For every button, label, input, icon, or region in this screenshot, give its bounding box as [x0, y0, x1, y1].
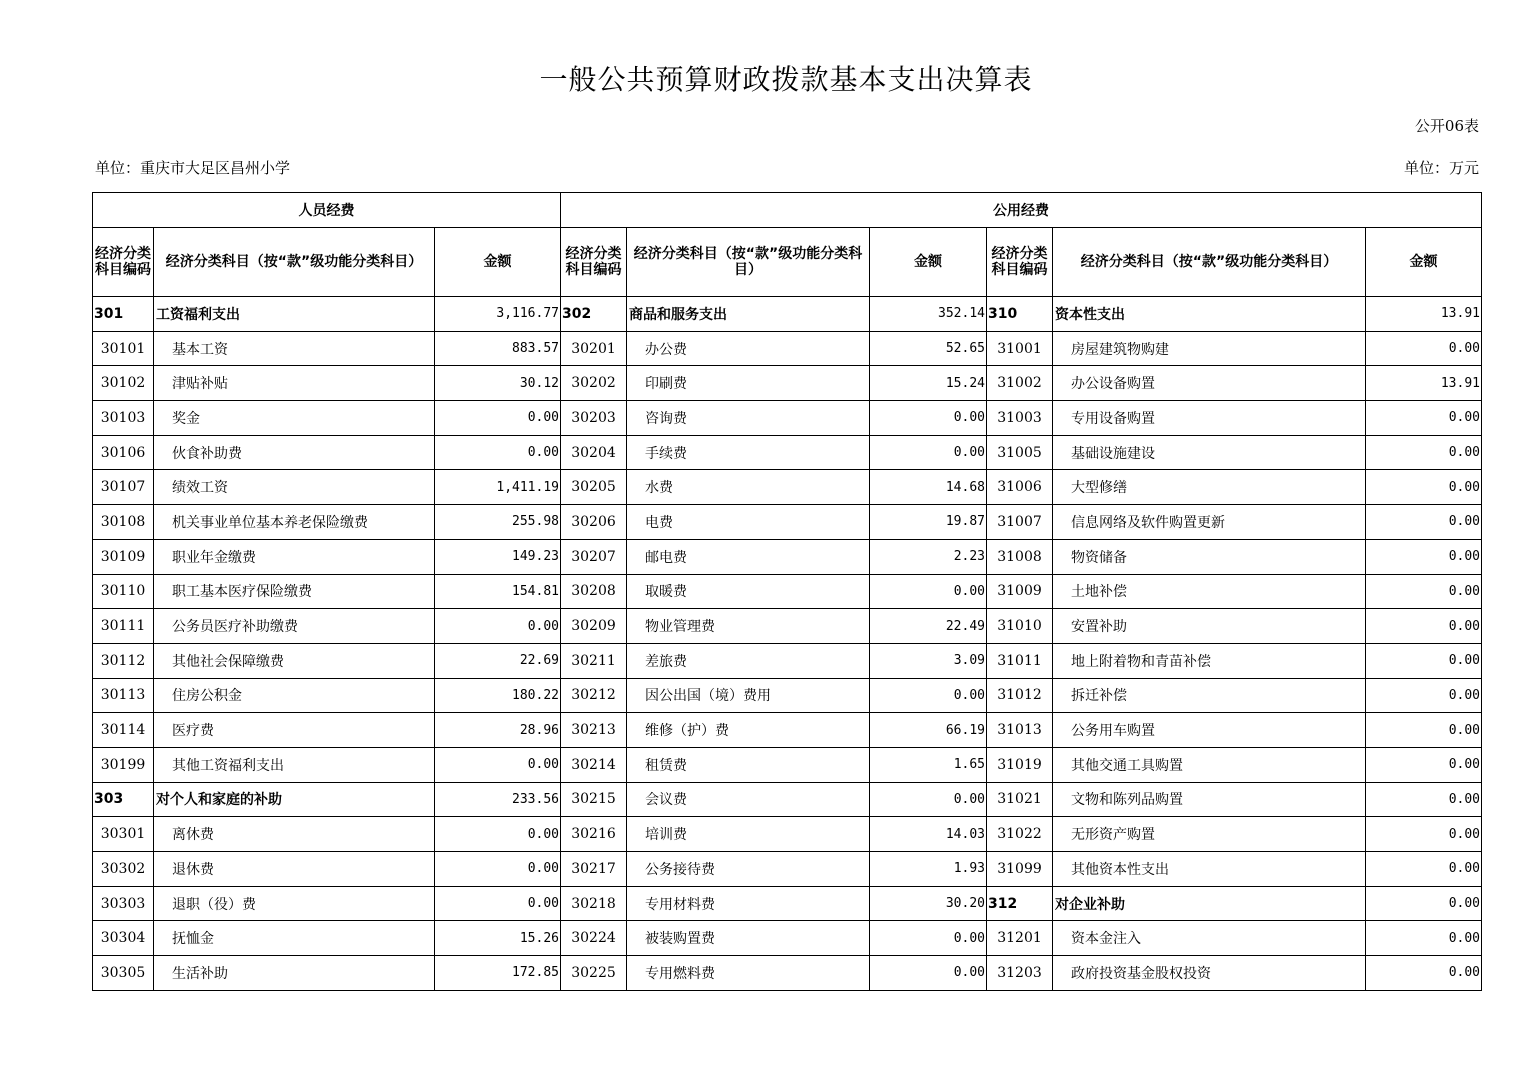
amount-value: 0.00	[1366, 643, 1482, 678]
category-code: 31001	[987, 331, 1053, 366]
category-name: 奖金	[154, 401, 435, 436]
category-code: 30301	[93, 817, 154, 852]
category-name: 离休费	[154, 817, 435, 852]
category-name: 机关事业单位基本养老保险缴费	[154, 505, 435, 540]
table-row	[93, 401, 1482, 436]
amount-value: 154.81	[435, 574, 561, 609]
amount-value: 0.00	[1366, 505, 1482, 540]
amount-value: 19.87	[870, 505, 987, 540]
category-code: 30302	[93, 852, 154, 887]
category-code: 30215	[561, 782, 627, 817]
category-code: 30107	[93, 470, 154, 505]
amount-value: 22.69	[435, 643, 561, 678]
category-code: 30208	[561, 574, 627, 609]
category-code: 31005	[987, 435, 1053, 470]
category-name: 其他工资福利支出	[154, 747, 435, 782]
column-header-amount: 金额	[435, 228, 561, 297]
table-row	[93, 747, 1482, 782]
category-name: 基础设施建设	[1053, 435, 1366, 470]
category-name: 其他社会保障缴费	[154, 643, 435, 678]
category-name: 专用燃料费	[627, 956, 870, 991]
category-name: 维修（护）费	[627, 713, 870, 748]
table-row	[93, 297, 1482, 332]
amount-value: 255.98	[435, 505, 561, 540]
category-code: 30206	[561, 505, 627, 540]
category-code: 31010	[987, 609, 1053, 644]
amount-value: 3.09	[870, 643, 987, 678]
table-row	[93, 852, 1482, 887]
category-code: 30205	[561, 470, 627, 505]
group-header-public: 公用经费	[561, 193, 1482, 228]
category-name: 退职（役）费	[154, 886, 435, 921]
amount-value: 0.00	[435, 886, 561, 921]
category-code: 30304	[93, 921, 154, 956]
category-code: 31019	[987, 747, 1053, 782]
category-name: 商品和服务支出	[627, 297, 870, 332]
category-name: 文物和陈列品购置	[1053, 782, 1366, 817]
category-name: 退休费	[154, 852, 435, 887]
amount-value: 0.00	[1366, 470, 1482, 505]
category-name: 取暖费	[627, 574, 870, 609]
category-name: 基本工资	[154, 331, 435, 366]
category-code: 31203	[987, 956, 1053, 991]
table-row	[93, 921, 1482, 956]
table-row	[93, 331, 1482, 366]
form-number: 公开06表	[1414, 117, 1479, 135]
category-name: 资本金注入	[1053, 921, 1366, 956]
amount-value: 0.00	[435, 435, 561, 470]
amount-value: 0.00	[1366, 435, 1482, 470]
category-name: 物业管理费	[627, 609, 870, 644]
amount-value: 30.20	[870, 886, 987, 921]
amount-value: 15.26	[435, 921, 561, 956]
category-code: 30101	[93, 331, 154, 366]
category-code: 310	[987, 297, 1053, 332]
amount-value: 180.22	[435, 678, 561, 713]
amount-value: 0.00	[870, 435, 987, 470]
category-code: 30203	[561, 401, 627, 436]
category-code: 31012	[987, 678, 1053, 713]
category-name: 其他资本性支出	[1053, 852, 1366, 887]
category-code: 30303	[93, 886, 154, 921]
category-code: 30212	[561, 678, 627, 713]
category-code: 31201	[987, 921, 1053, 956]
category-name: 办公费	[627, 331, 870, 366]
category-code: 30209	[561, 609, 627, 644]
amount-value: 0.00	[435, 747, 561, 782]
category-name: 对企业补助	[1053, 886, 1366, 921]
category-code: 31008	[987, 539, 1053, 574]
column-header-amount: 金额	[870, 228, 987, 297]
category-name: 抚恤金	[154, 921, 435, 956]
amount-value: 0.00	[1366, 956, 1482, 991]
amount-value: 0.00	[1366, 817, 1482, 852]
amount-value: 0.00	[1366, 331, 1482, 366]
category-name: 房屋建筑物购建	[1053, 331, 1366, 366]
amount-value: 15.24	[870, 366, 987, 401]
category-code: 30111	[93, 609, 154, 644]
category-code: 30211	[561, 643, 627, 678]
category-code: 31099	[987, 852, 1053, 887]
amount-value: 0.00	[870, 401, 987, 436]
amount-value: 0.00	[870, 921, 987, 956]
category-code: 30204	[561, 435, 627, 470]
category-name: 因公出国（境）费用	[627, 678, 870, 713]
category-name: 水费	[627, 470, 870, 505]
category-name: 拆迁补偿	[1053, 678, 1366, 713]
amount-value: 0.00	[870, 574, 987, 609]
category-name: 邮电费	[627, 539, 870, 574]
category-code: 31021	[987, 782, 1053, 817]
category-name: 租赁费	[627, 747, 870, 782]
unit-name: 单位：重庆市大足区昌州小学	[95, 159, 291, 177]
table-row	[93, 782, 1482, 817]
table-row	[93, 609, 1482, 644]
amount-value: 0.00	[435, 609, 561, 644]
amount-value: 883.57	[435, 331, 561, 366]
category-name: 差旅费	[627, 643, 870, 678]
column-header-code: 经济分类科目编码	[987, 228, 1053, 297]
category-code: 30217	[561, 852, 627, 887]
table-row	[93, 539, 1482, 574]
category-name: 工资福利支出	[154, 297, 435, 332]
category-code: 30218	[561, 886, 627, 921]
amount-value: 66.19	[870, 713, 987, 748]
category-name: 被装购置费	[627, 921, 870, 956]
category-name: 会议费	[627, 782, 870, 817]
category-name: 其他交通工具购置	[1053, 747, 1366, 782]
table-row	[93, 713, 1482, 748]
amount-value: 30.12	[435, 366, 561, 401]
amount-value: 0.00	[435, 852, 561, 887]
amount-value: 352.14	[870, 297, 987, 332]
category-name: 土地补偿	[1053, 574, 1366, 609]
category-code: 303	[93, 782, 154, 817]
table-row	[93, 435, 1482, 470]
table-row	[93, 366, 1482, 401]
category-code: 30103	[93, 401, 154, 436]
column-header-code: 经济分类科目编码	[93, 228, 154, 297]
amount-value: 0.00	[870, 678, 987, 713]
category-name: 住房公积金	[154, 678, 435, 713]
category-name: 电费	[627, 505, 870, 540]
category-code: 31011	[987, 643, 1053, 678]
amount-value: 0.00	[1366, 609, 1482, 644]
category-name: 安置补助	[1053, 609, 1366, 644]
category-code: 31003	[987, 401, 1053, 436]
amount-value: 0.00	[1366, 678, 1482, 713]
category-code: 301	[93, 297, 154, 332]
category-code: 30224	[561, 921, 627, 956]
table-row	[93, 817, 1482, 852]
category-name: 政府投资基金股权投资	[1053, 956, 1366, 991]
category-name: 手续费	[627, 435, 870, 470]
category-code: 31006	[987, 470, 1053, 505]
category-code: 30202	[561, 366, 627, 401]
category-code: 30305	[93, 956, 154, 991]
column-header-name: 经济分类科目（按“款”级功能分类科目）	[1053, 228, 1366, 297]
category-code: 30114	[93, 713, 154, 748]
category-name: 印刷费	[627, 366, 870, 401]
category-name: 无形资产购置	[1053, 817, 1366, 852]
table-row	[93, 470, 1482, 505]
category-code: 30201	[561, 331, 627, 366]
amount-value: 233.56	[435, 782, 561, 817]
category-name: 公务接待费	[627, 852, 870, 887]
table-row	[93, 574, 1482, 609]
category-name: 伙食补助费	[154, 435, 435, 470]
category-name: 绩效工资	[154, 470, 435, 505]
category-code: 30106	[93, 435, 154, 470]
category-name: 职工基本医疗保险缴费	[154, 574, 435, 609]
category-name: 咨询费	[627, 401, 870, 436]
currency-unit: 单位：万元	[1403, 159, 1479, 177]
amount-value: 149.23	[435, 539, 561, 574]
page-title: 一般公共预算财政拨款基本支出决算表	[539, 63, 1033, 96]
expenditure-table	[92, 192, 1482, 991]
category-code: 30213	[561, 713, 627, 748]
column-header-code: 经济分类科目编码	[561, 228, 627, 297]
amount-value: 2.23	[870, 539, 987, 574]
category-code: 30113	[93, 678, 154, 713]
amount-value: 14.68	[870, 470, 987, 505]
amount-value: 0.00	[1366, 782, 1482, 817]
category-name: 办公设备购置	[1053, 366, 1366, 401]
category-code: 30214	[561, 747, 627, 782]
category-code: 31022	[987, 817, 1053, 852]
amount-value: 0.00	[1366, 747, 1482, 782]
category-name: 专用材料费	[627, 886, 870, 921]
amount-value: 0.00	[1366, 401, 1482, 436]
table-row	[93, 643, 1482, 678]
amount-value: 0.00	[870, 782, 987, 817]
category-name: 培训费	[627, 817, 870, 852]
amount-value: 0.00	[1366, 852, 1482, 887]
amount-value: 1.93	[870, 852, 987, 887]
category-code: 30216	[561, 817, 627, 852]
category-code: 302	[561, 297, 627, 332]
category-code: 31007	[987, 505, 1053, 540]
category-code: 30109	[93, 539, 154, 574]
table-row	[93, 886, 1482, 921]
category-code: 30225	[561, 956, 627, 991]
amount-value: 3,116.77	[435, 297, 561, 332]
category-name: 资本性支出	[1053, 297, 1366, 332]
category-name: 大型修缮	[1053, 470, 1366, 505]
category-code: 30102	[93, 366, 154, 401]
category-name: 生活补助	[154, 956, 435, 991]
table-row	[93, 956, 1482, 991]
category-name: 医疗费	[154, 713, 435, 748]
category-code: 30112	[93, 643, 154, 678]
category-code: 30110	[93, 574, 154, 609]
table-row	[93, 678, 1482, 713]
category-code: 30199	[93, 747, 154, 782]
category-code: 30207	[561, 539, 627, 574]
category-code: 30108	[93, 505, 154, 540]
category-code: 31013	[987, 713, 1053, 748]
amount-value: 0.00	[1366, 921, 1482, 956]
amount-value: 172.85	[435, 956, 561, 991]
amount-value: 1.65	[870, 747, 987, 782]
category-name: 职业年金缴费	[154, 539, 435, 574]
category-name: 对个人和家庭的补助	[154, 782, 435, 817]
amount-value: 0.00	[435, 401, 561, 436]
amount-value: 0.00	[435, 817, 561, 852]
group-header-personnel: 人员经费	[93, 193, 561, 228]
amount-value: 0.00	[1366, 574, 1482, 609]
category-name: 津贴补贴	[154, 366, 435, 401]
category-code: 312	[987, 886, 1053, 921]
column-header-amount: 金额	[1366, 228, 1482, 297]
amount-value: 0.00	[1366, 886, 1482, 921]
amount-value: 14.03	[870, 817, 987, 852]
category-code: 31009	[987, 574, 1053, 609]
amount-value: 0.00	[1366, 539, 1482, 574]
column-header-name: 经济分类科目（按“款”级功能分类科目）	[627, 228, 870, 297]
amount-value: 28.96	[435, 713, 561, 748]
category-name: 信息网络及软件购置更新	[1053, 505, 1366, 540]
category-name: 公务用车购置	[1053, 713, 1366, 748]
amount-value: 52.65	[870, 331, 987, 366]
table-row	[93, 505, 1482, 540]
category-name: 公务员医疗补助缴费	[154, 609, 435, 644]
amount-value: 22.49	[870, 609, 987, 644]
amount-value: 0.00	[1366, 713, 1482, 748]
amount-value: 0.00	[870, 956, 987, 991]
amount-value: 13.91	[1366, 366, 1482, 401]
category-code: 31002	[987, 366, 1053, 401]
column-header-name: 经济分类科目（按“款”级功能分类科目）	[154, 228, 435, 297]
category-name: 地上附着物和青苗补偿	[1053, 643, 1366, 678]
amount-value: 13.91	[1366, 297, 1482, 332]
amount-value: 1,411.19	[435, 470, 561, 505]
category-name: 物资储备	[1053, 539, 1366, 574]
category-name: 专用设备购置	[1053, 401, 1366, 436]
